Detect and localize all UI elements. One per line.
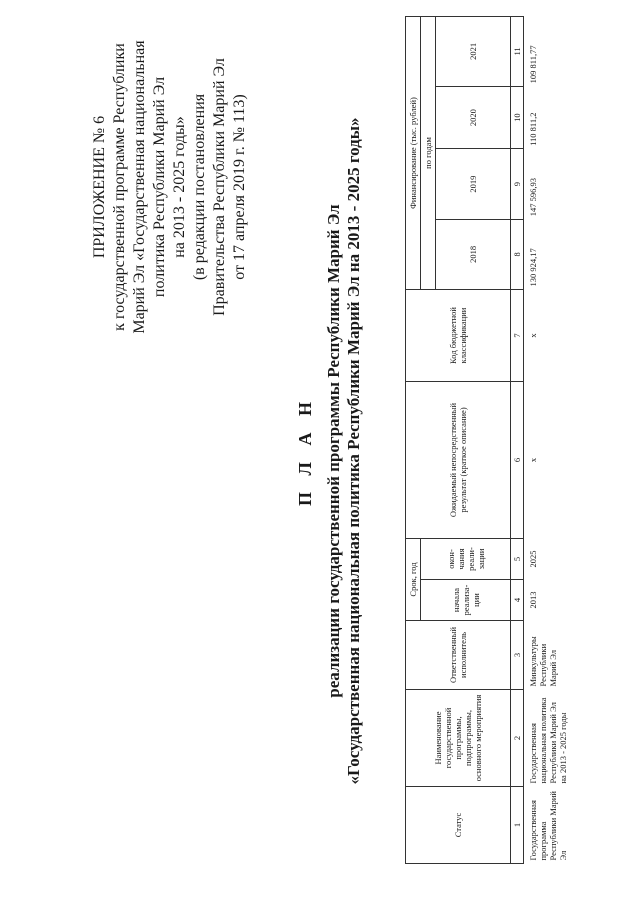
appendix-line: на 2013 - 2025 годы» <box>171 116 188 258</box>
column-number-row <box>511 17 524 864</box>
header-year: 2021 <box>436 17 511 87</box>
column-number: 9 <box>511 149 524 219</box>
appendix-line: (в редакции постановления <box>191 93 208 281</box>
cell-executor: Минкультуры Республики Марий Эл <box>528 636 558 687</box>
header-term-end: окон-чания реали-зации <box>421 539 511 580</box>
column-number: 5 <box>511 539 524 580</box>
header-year: 2018 <box>436 219 511 289</box>
header-budget-code: Код бюджетной классификации <box>406 290 511 382</box>
column-number: 11 <box>511 17 524 87</box>
header-executor: Ответственный исполнитель <box>406 621 511 690</box>
column-number: 3 <box>511 621 524 690</box>
cell-status: Государственная программа Республики Марий Эл <box>528 791 568 861</box>
plan-subtitle-1: реализации государственной программы Республики Марий Эл <box>324 204 343 698</box>
column-number: 10 <box>511 86 524 149</box>
appendix-block <box>90 27 250 347</box>
plan-title <box>295 0 364 902</box>
header-financing: Финансирование (тыс. рублей) <box>406 17 421 290</box>
header-term: Срок, год <box>406 539 421 621</box>
cell-result: x <box>528 457 538 463</box>
column-number: 2 <box>511 690 524 787</box>
header-year: 2020 <box>436 86 511 149</box>
cell-budget-code: x <box>528 333 538 338</box>
cell-start-year: 2013 <box>528 591 538 609</box>
cell-financing-2021: 109 811,77 <box>528 45 538 84</box>
appendix-line: Правительства Республики Марий Эл <box>211 58 228 316</box>
cell-name: Государственная национальная политика Республики Марий Эл на 2013 - 2025 годы <box>528 697 568 784</box>
column-number: 1 <box>511 787 524 864</box>
cell-end-year: 2025 <box>528 550 538 568</box>
plan-heading: П Л А Н <box>295 396 315 506</box>
appendix-line: политика Республики Марий Эл <box>151 76 168 298</box>
plan-subtitle-2: «Государственная национальная политика Республики Марий Эл на 2013 - 2025 годы» <box>344 117 363 785</box>
header-term-start: начала реализа-ции <box>421 580 511 621</box>
appendix-line: к государственной программе Республики <box>111 43 128 331</box>
column-number: 4 <box>511 580 524 621</box>
appendix-line: ПРИЛОЖЕНИЕ № 6 <box>91 115 108 259</box>
table-row <box>524 17 571 864</box>
header-year: 2019 <box>436 149 511 219</box>
appendix-line: Марий Эл «Государственная национальная <box>131 40 148 334</box>
column-number: 8 <box>511 219 524 289</box>
plan-table <box>405 16 570 864</box>
header-by-years: по годам <box>421 17 436 290</box>
column-number: 7 <box>511 290 524 382</box>
appendix-line: от 17 апреля 2019 г. № 113) <box>231 94 248 280</box>
column-number: 6 <box>511 382 524 539</box>
header-status: Статус <box>406 787 511 864</box>
cell-financing-2018: 130 924,17 <box>528 248 538 287</box>
header-name: Наименование государственной программы, подпрограммы, основного мероприятия <box>406 690 511 787</box>
header-result: Ожидаемый непосредственный результат (краткое описание) <box>406 382 511 539</box>
cell-financing-2020: 110 811,2 <box>528 112 538 146</box>
cell-financing-2019: 147 596,93 <box>528 177 538 217</box>
